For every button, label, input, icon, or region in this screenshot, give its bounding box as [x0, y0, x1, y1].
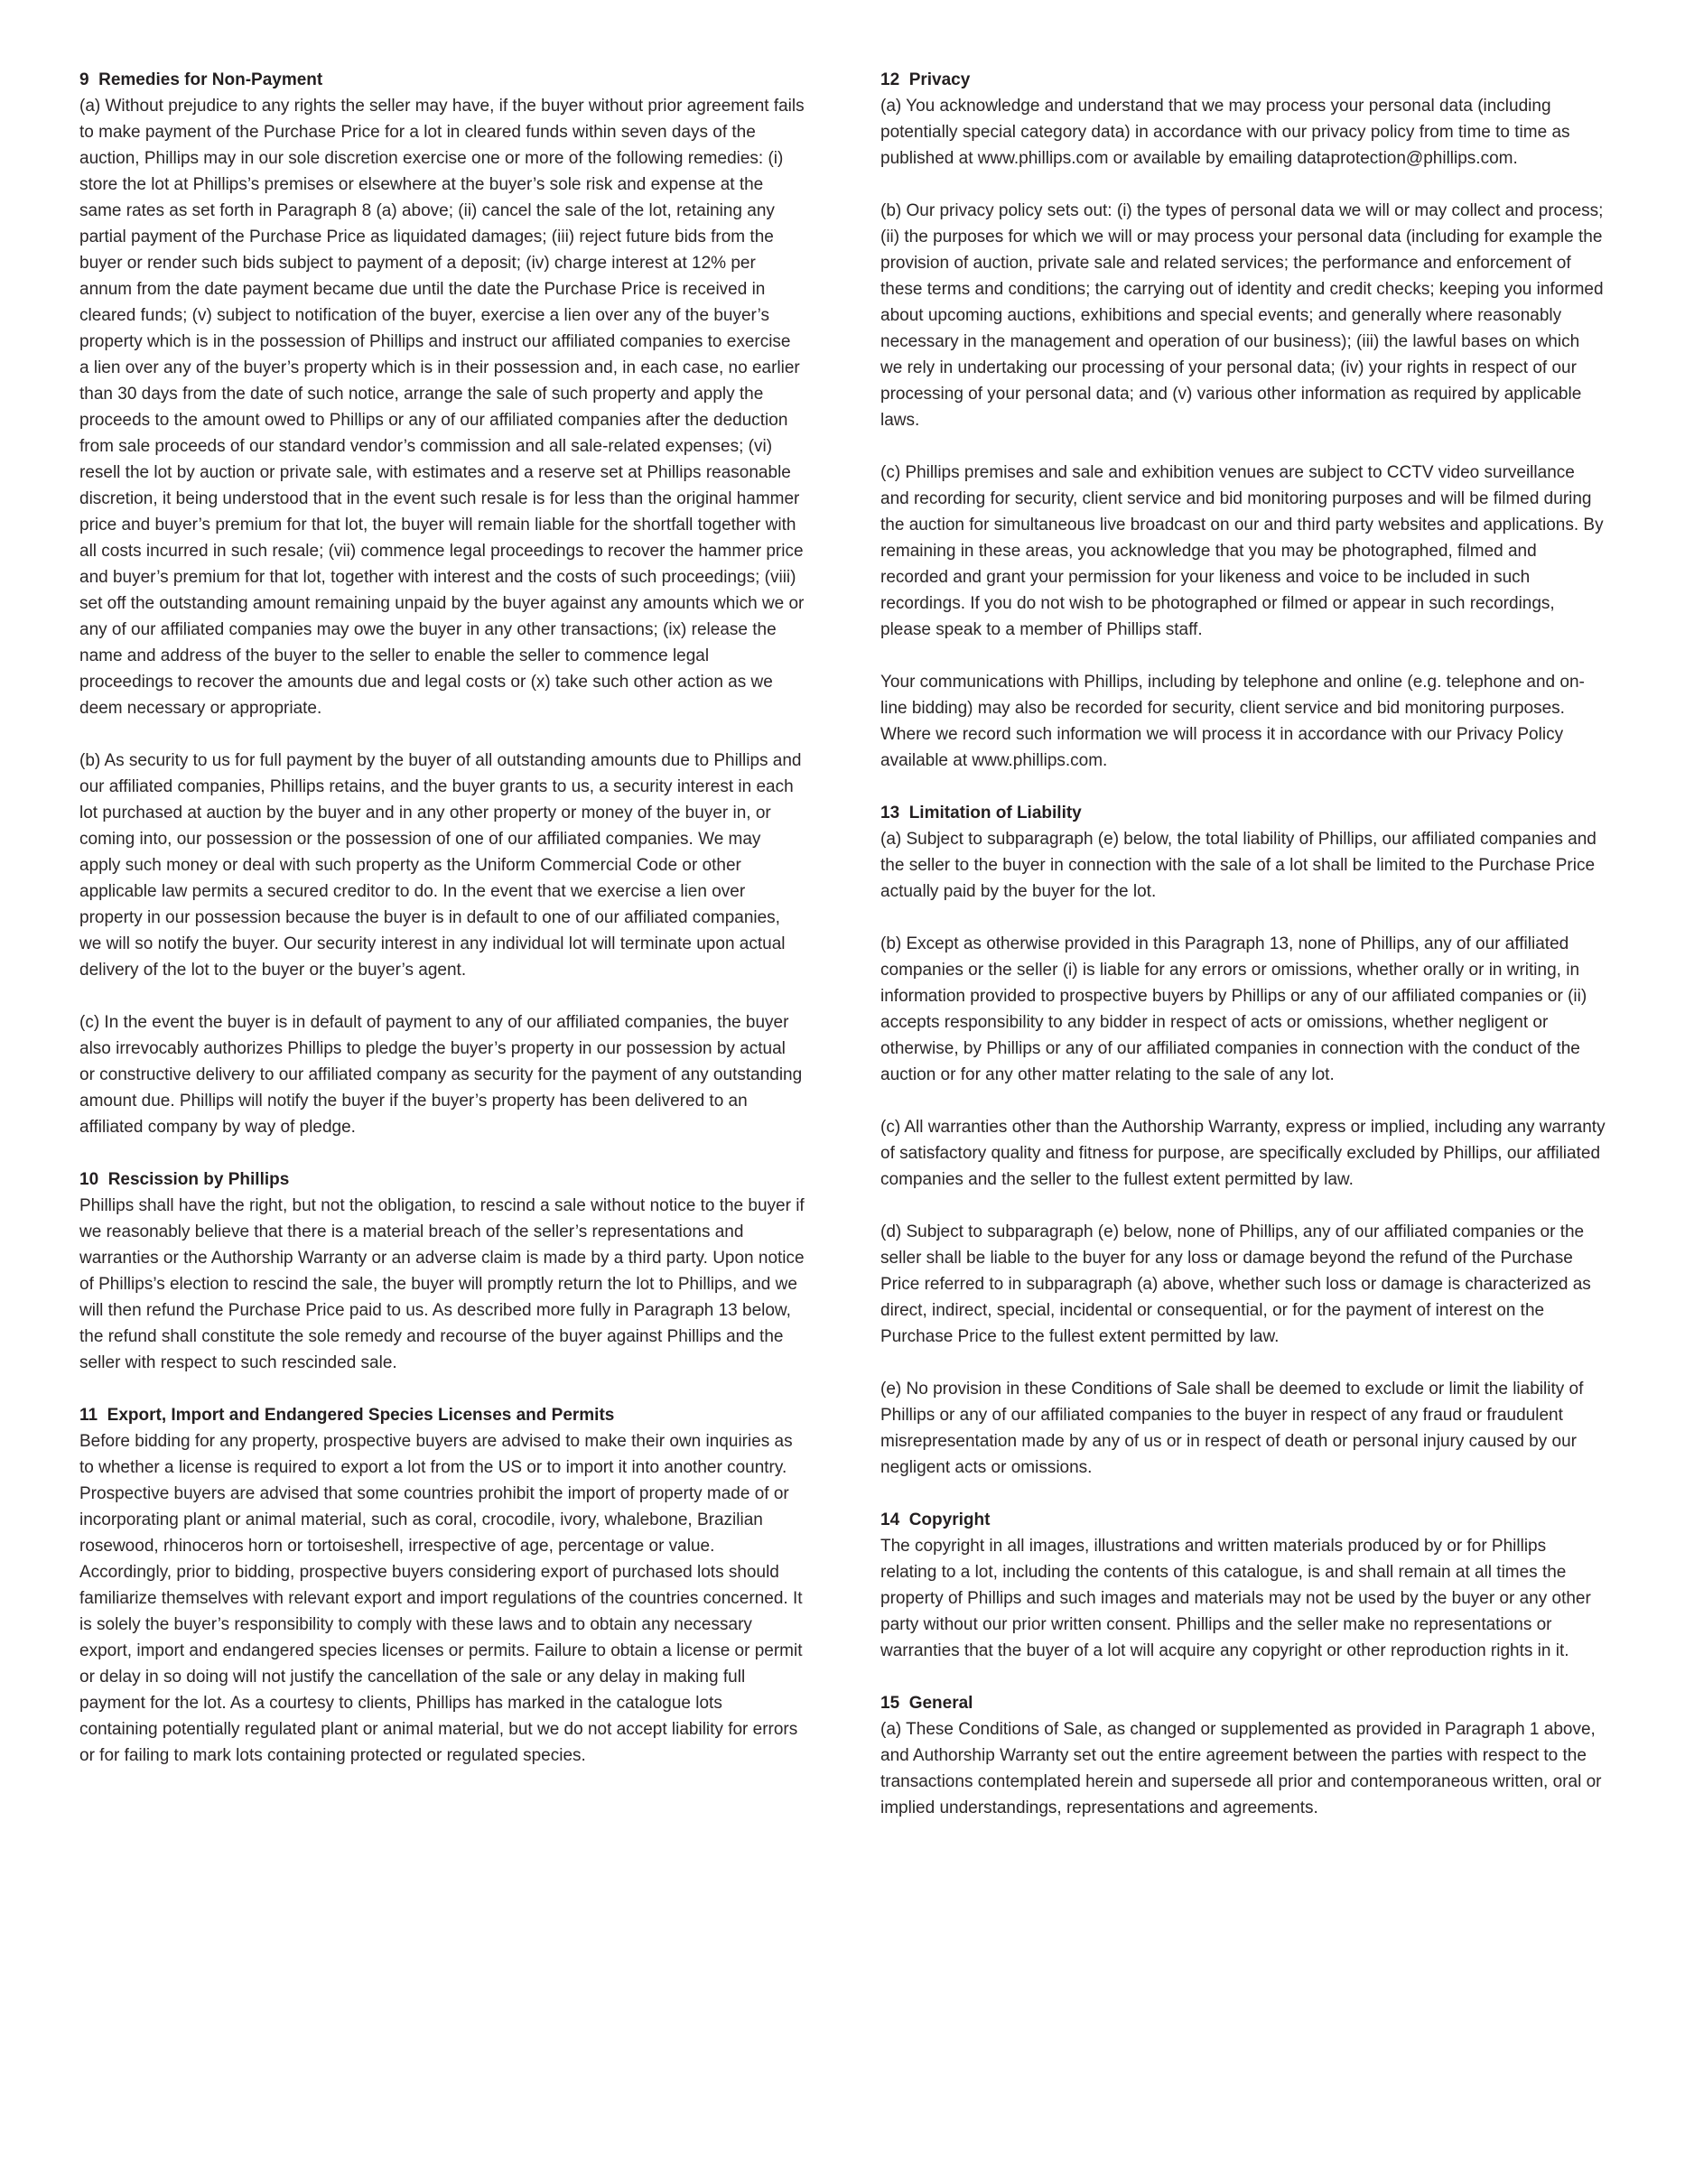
left-column	[79, 67, 805, 2130]
paragraph: (e) No provision in these Conditions of Sale shall be deemed to exclude or limit the liability of Phillips or any of our affiliated companies to the buyer in respect of any fraud or fraudulent misrepresentation made by any of us or in respect of death or personal injury caused by our negligent acts or omissions.	[880, 1380, 1584, 1477]
section-heading: 14 Copyright	[880, 1510, 991, 1529]
paragraph: Phillips shall have the right, but not the obligation, to rescind a sale without notice to the buyer if we reasonably believe that there is a material breach of the seller’s representations and warranties or the Authorship Warranty or an adverse claim is made by a third party. Upon notice of Phillips’s election to rescind the sale, the buyer will promptly return the lot to Phillips, and we will then refund the Purchase Price paid to us. As described more fully in Paragraph 13 below, the refund shall constitute the sole remedy and recourse of the buyer against Phillips and the seller with respect to such rescinded sale.	[79, 1196, 805, 1372]
section-privacy	[880, 67, 1606, 774]
paragraph: (d) Subject to subparagraph (e) below, none of Phillips, any of our affiliated companies or the seller shall be liable to the buyer for any loss or damage beyond the refund of the Purchase Price referred to in subparagraph (a) above, whether such loss or damage is characterized as direct, indirect, special, incidental or consequential, or for the payment of interest on the Purchase Price to the fullest extent permitted by law.	[880, 1222, 1591, 1346]
section-heading: 13 Limitation of Liability	[880, 804, 1082, 822]
section-heading: 11 Export, Import and Endangered Species Licenses and Permits	[79, 1406, 615, 1425]
section-limitation-of-liability	[880, 800, 1606, 1481]
section-rescission-by-phillips	[79, 1166, 805, 1376]
paragraph: (b) Our privacy policy sets out: (i) the types of personal data we will or may collect and process; (ii) the purposes for which we will or may process your personal data (including for example the provision of auction, private sale and related services; the performance and enforcement of these terms and conditions; the carrying out of identity and credit checks; keeping you informed about upcoming auctions, exhibitions and special events; and generally where reasonably necessary in the management and operation of our business); (iii) the lawful bases on which we rely in undertaking our processing of your personal data; (iv) your rights in respect of our processing of your personal data; and (v) various other information as required by applicable laws.	[880, 201, 1604, 430]
paragraph: (c) In the event the buyer is in default of payment to any of our affiliated companies, the buyer also irrevocably authorizes Phillips to pledge the buyer’s property in our possession by actual or constructive delivery to our affiliated company as security for the payment of any outstanding amount due. Phillips will notify the buyer if the buyer’s property has been delivered to an affiliated company by way of pledge.	[79, 1013, 803, 1137]
paragraph: (a) You acknowledge and understand that we may process your personal data (including potentially special category data) in accordance with our privacy policy from time to time as published at www.phillips.com or available by emailing dataprotection@phillips.com.	[880, 97, 1570, 168]
paragraph: (a) Subject to subparagraph (e) below, the total liability of Phillips, our affiliated companies and the seller to the buyer in connection with the sale of a lot shall be limited to the Purchase Price actually paid by the buyer for the lot.	[880, 830, 1597, 901]
paragraph: Before bidding for any property, prospective buyers are advised to make their own inquiries as to whether a license is required to export a lot from the US or to import it into another country. Prospective buyers are advised that some countries prohibit the import of property made of or incorporating plant or animal material, such as coral, crocodile, ivory, whalebone, Brazilian rosewood, rhinoceros horn or tortoiseshell, irrespective of age, percentage or value. Accordingly, prior to bidding, prospective buyers considering export of purchased lots should familiarize themselves with relevant export and import regulations of the countries concerned. It is solely the buyer’s responsibility to comply with these laws and to obtain any necessary export, import and endangered species licenses or permits. Failure to obtain a license or permit or delay in so doing will not justify the cancellation of the sale or any delay in making full payment for the lot. As a courtesy to clients, Phillips has marked in the catalogue lots containing potentially regulated plant or animal material, but we do not accept liability for errors or for failing to mark lots containing protected or regulated species.	[79, 1432, 803, 1765]
paragraph: (a) Without prejudice to any rights the seller may have, if the buyer without prior agreement fails to make payment of the Purchase Price for a lot in cleared funds within seven days of the auction, Phillips may in our sole discretion exercise one or more of the following remedies: (i) store the lot at Phillips’s premises or elsewhere at the buyer’s sole risk and expense at the same rates as set forth in Paragraph 8 (a) above; (ii) cancel the sale of the lot, retaining any partial payment of the Purchase Price as liquidated damages; (iii) reject future bids from the buyer or render such bids subject to payment of a deposit; (iv) charge interest at 12% per annum from the date payment became due until the date the Purchase Price is received in cleared funds; (v) subject to notification of the buyer, exercise a lien over any of the buyer’s property which is in the possession of Phillips and instruct our affiliated companies to exercise a lien over any of the buyer’s property which is in their possession and, in each case, no earlier than 30 days from the date of such notice, arrange the sale of such property and apply the proceeds to the amount owed to Phillips or any of our affiliated companies after the deduction from sale proceeds of our standard vendor’s commission and all sale-related expenses; (vi) resell the lot by auction or private sale, with estimates and a reserve set at Phillips reasonable discretion, it being understood that in the event such resale is for less than the original hammer price and buyer’s premium for that lot, the buyer will remain liable for the shortfall together with all costs incurred in such resale; (vii) commence legal proceedings to recover the hammer price and buyer’s premium for that lot, together with interest and the costs of such proceedings; (viii) set off the outstanding amount remaining unpaid by the buyer against any amounts which we or any of our affiliated companies may owe the buyer in any other transactions; (ix) release the name and address of the buyer to the seller to enable the seller to commence legal proceedings to recover the amounts due and legal costs or (x) take such other action as we deem necessary or appropriate.	[79, 97, 805, 718]
section-heading: 15 General	[880, 1694, 973, 1713]
section-remedies-for-non-payment	[79, 67, 805, 1140]
paragraph: (b) As security to us for full payment by the buyer of all outstanding amounts due to Phillips and our affiliated companies, Phillips retains, and the buyer grants to us, a security interest in each lot purchased at auction by the buyer and in any other property or money of the buyer in, or coming into, our possession or the possession of one of our affiliated companies. We may apply such money or deal with such property as the Uniform Commercial Code or other applicable law permits a secured creditor to do. In the event that we exercise a lien over property in our possession because the buyer is in default to one of our affiliated companies, we will so notify the buyer. Our security interest in any individual lot will terminate upon actual delivery of the lot to the buyer or the buyer’s agent.	[79, 751, 802, 980]
paragraph: The copyright in all images, illustrations and written materials produced by or for Phillips relating to a lot, including the contents of this catalogue, is and shall remain at all times the property of Phillips and such images and materials may not be used by the buyer or any other party without our prior written consent. Phillips and the seller make no representations or warranties that the buyer of a lot will acquire any copyright or other reproduction rights in it.	[880, 1537, 1591, 1660]
section-heading: 9 Remedies for Non-Payment	[79, 70, 323, 89]
right-column	[880, 67, 1606, 2130]
paragraph: (c) Phillips premises and sale and exhibition venues are subject to CCTV video surveillance and recording for security, client service and bid monitoring purposes and will be filmed during the auction for simultaneous live broadcast on our and third party websites and applications. By remaining in these areas, you acknowledge that you may be photographed, filmed and recorded and grant your permission for your likeness and voice to be included in such recordings. If you do not wish to be photographed or filmed or appear in such recordings, please speak to a member of Phillips staff.	[880, 463, 1604, 639]
paragraph: Your communications with Phillips, including by telephone and online (e.g. telephone and on-line bidding) may also be recorded for security, client service and bid monitoring purposes. Where we record such information we will process it in accordance with our Privacy Policy available at www.phillips.com.	[880, 673, 1585, 770]
section-export-import-endangered-species	[79, 1402, 805, 1769]
paragraph: (c) All warranties other than the Authorship Warranty, express or implied, including any warranty of satisfactory quality and fitness for purpose, are specifically excluded by Phillips, our affiliated companies and the seller to the fullest extent permitted by law.	[880, 1118, 1606, 1189]
section-heading: 12 Privacy	[880, 70, 971, 89]
section-copyright	[880, 1507, 1606, 1664]
paragraph: (b) Except as otherwise provided in this Paragraph 13, none of Phillips, any of our affiliated companies or the seller (i) is liable for any errors or omissions, whether orally or in writing, in information provided to prospective buyers by Phillips or any of our affiliated companies or (ii) accepts responsibility to any bidder in respect of acts or omissions, whether negligent or otherwise, by Phillips or any of our affiliated companies in connection with the conduct of the auction or for any other matter relating to the sale of any lot.	[880, 934, 1587, 1084]
paragraph: (a) These Conditions of Sale, as changed or supplemented as provided in Paragraph 1 above, and Authorship Warranty set out the entire agreement between the parties with respect to the transactions contemplated herein and supersede all prior and contemporaneous written, oral or implied understandings, representations and agreements.	[880, 1720, 1602, 1817]
section-heading: 10 Rescission by Phillips	[79, 1170, 290, 1189]
section-general	[880, 1690, 1606, 1821]
